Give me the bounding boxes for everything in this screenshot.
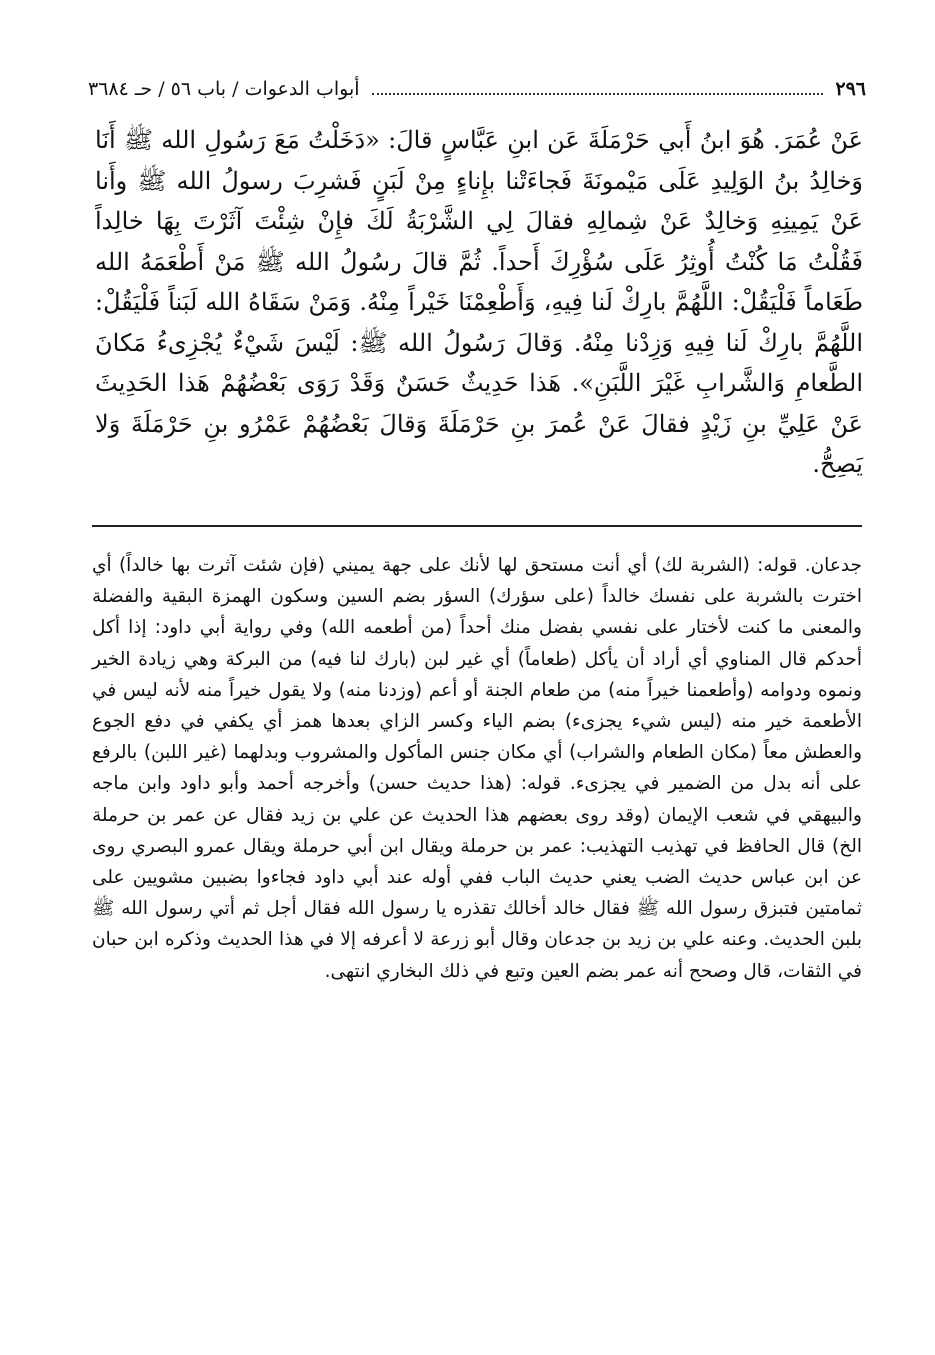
footnote-divider (92, 525, 862, 527)
hadith-text: عَنْ عُمَرَ. هُوَ ابنُ أَبي حَرْمَلَةَ عَن ابنِ عَبَّاسٍ قالَ: «دَخَلْتُ مَعَ رَسُولِ الله ﷺ أَنَا وَخالِدُ بنُ الوَلِيدِ عَلَى مَيْمونَةَ فَجاءَتْنا بإِناءٍ مِنْ لَبَنٍ فَشرِبَ رسولُ الله ﷺ وأَنا عَنْ يَمِينِهِ وَخالِدٌ عَنْ شِمالِهِ فقالَ لِي الشَّرْبَةُ لَكَ فإِنْ شِئْتَ آثَرْتَ بِهَا خالِداً فَقُلْتُ مَا كُنْتُ أُوثِرُ عَلَى سُؤْرِكَ أَحداً. ثُمَّ قالَ رسُولُ الله ﷺ مَنْ أَطْعَمَهُ الله طَعَاماً فَلْيَقُلْ: اللَّهُمَّ بارِكْ لَنا فِيهِ، وَأَطْعِمْنَا خَيْراً مِنْهُ. وَمَنْ سَقَاهُ الله لَبَناً فَلْيَقُلْ: اللَّهُمَّ بارِكْ لَنا فِيهِ وَزِدْنا مِنْهُ. وَقالَ رَسُولُ الله ﷺ: لَيْسَ شَيْءٌ يُجْزِىءُ مَكانَ الطَّعامِ وَالشَّرابِ غَيْرَ اللَّبَنِ». هَذا حَدِيثٌ حَسَنٌ وَقَدْ رَوَى بَعْضُهُمْ هَذا الحَدِيثَ عَنْ عَلِيِّ بنِ زَيْدٍ فقالَ عَنْ عُمرَ بنِ حَرْمَلَةَ وَقالَ بَعْضُهُمْ عَمْرُو بنِ حَرْمَلَةَ وَلا يَصِحُّ. (95, 126, 864, 478)
commentary-footnote: جدعان. قوله: (الشربة لك) أي أنت مستحق لها لأنك على جهة يميني (فإن شئت آثرت بها خالداً) أي اخترت بالشربة على نفسك خالداً (على سؤرك) السؤر بضم السين وسكون الهمزة البقية والفضلة والمعنى ما كنت لأختار على نفسي بفضل منك أحداً (من أطعمه الله) وفي رواية أبي داود: إذا أكل أحدكم قال المناوي أي أراد أن يأكل (طعاماً) أي غير لبن (بارك لنا فيه) من البركة وهي زيادة الخير ونموه ودوامه (وأطعمنا خيراً منه) من طعام الجنة أو أعم (وزدنا منه) ولا يقول خيراً منه لأنه ليس في الأطعمة خير منه (ليس شيء يجزىء) بضم الياء وكسر الزاي بعدها همز أي يكفي في دفع الجوع والعطش معاً (مكان الطعام والشراب) أي مكان جنس المأكول والمشروب وبدلهما (غير اللبن) بالرفع على أنه بدل من الضمير في يجزىء. قوله: (هذا حديث حسن) وأخرجه أحمد وأبو داود وابن ماجه والبيهقي في شعب الإيمان (وقد روى بعضهم هذا الحديث عن علي بن زيد فقال عن عمر بن حرملة الخ) قال الحافظ في تهذيب التهذيب: عمر بن حرملة ويقال ابن أبي حرملة ويقال عمرو البصري روى عن ابن عباس حديث الضب يعني حديث الباب ففي أوله عند أبي داود فجاءوا بضبين مشويين على ثمامتين فتبزق رسول الله ﷺ فقال خالد أخالك تقذره يا رسول الله فقال أجل ثم أتي رسول الله ﷺ بلبن الحديث. وعنه علي بن زيد بن جدعان وقال أبو زرعة لا أعرفه إلا في هذا الحديث وذكره ابن حبان في الثقات، قال وصحح أنه عمر بضم العين وتبع في ذلك البخاري انتهى. (92, 555, 862, 982)
page-number: ٢٩٦ (835, 78, 866, 100)
section-title: أبواب الدعوات / باب ٥٦ / حـ ٣٦٨٤ (88, 78, 360, 100)
running-header (88, 74, 866, 104)
dotted-leader (372, 83, 824, 95)
